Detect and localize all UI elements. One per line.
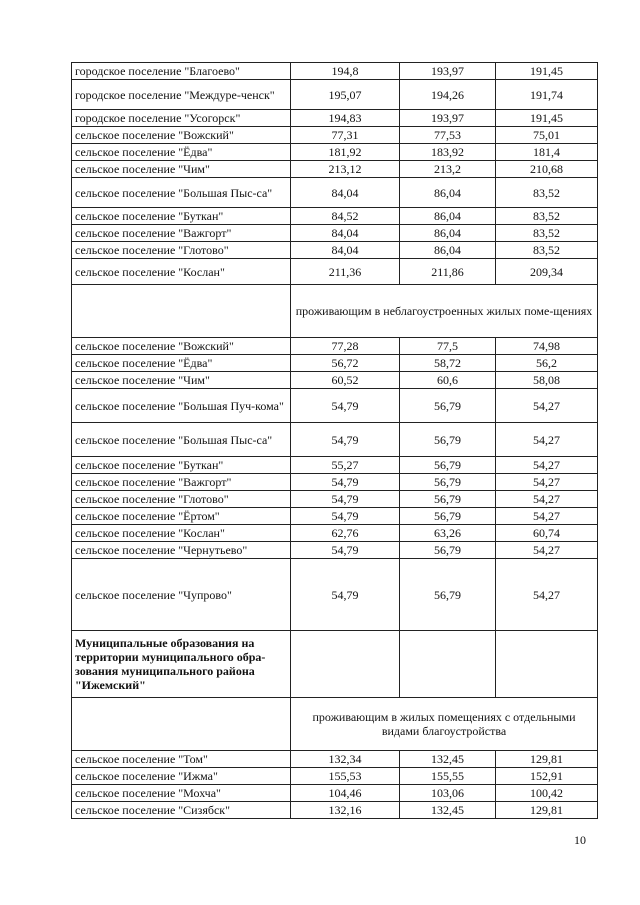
settlement-name: сельское поселение "Ёртом" bbox=[72, 508, 291, 525]
value-cell: 191,74 bbox=[496, 80, 598, 110]
value-cell: 54,27 bbox=[496, 542, 598, 559]
settlement-name: сельское поселение "Ижма" bbox=[72, 768, 291, 785]
value-cell: 56,79 bbox=[400, 474, 496, 491]
value-cell: 84,52 bbox=[291, 208, 400, 225]
value-cell: 54,79 bbox=[291, 423, 400, 457]
settlement-name: сельское поселение "Вожский" bbox=[72, 127, 291, 144]
value-cell: 152,91 bbox=[496, 768, 598, 785]
value-cell: 132,45 bbox=[400, 751, 496, 768]
settlement-name: городское поселение "Междуре-ченск" bbox=[72, 80, 291, 110]
tariff-table bbox=[71, 62, 598, 819]
table-row bbox=[72, 110, 598, 127]
subheader-text: проживающим в неблагоустроенных жилых поме-щениях bbox=[291, 285, 598, 338]
value-cell: 56,72 bbox=[291, 355, 400, 372]
table-row bbox=[72, 178, 598, 208]
value-cell: 77,5 bbox=[400, 338, 496, 355]
empty-cell bbox=[72, 698, 291, 751]
value-cell: 75,01 bbox=[496, 127, 598, 144]
value-cell: 83,52 bbox=[496, 225, 598, 242]
value-cell: 83,52 bbox=[496, 242, 598, 259]
settlement-name: сельское поселение "Кослан" bbox=[72, 259, 291, 285]
settlement-name: сельское поселение "Сизябск" bbox=[72, 802, 291, 819]
settlement-name: сельское поселение "Чим" bbox=[72, 372, 291, 389]
settlement-name: сельское поселение "Том" bbox=[72, 751, 291, 768]
value-cell: 56,79 bbox=[400, 457, 496, 474]
value-cell: 211,36 bbox=[291, 259, 400, 285]
value-cell: 211,86 bbox=[400, 259, 496, 285]
value-cell: 54,79 bbox=[291, 491, 400, 508]
value-cell: 54,79 bbox=[291, 474, 400, 491]
value-cell: 86,04 bbox=[400, 208, 496, 225]
settlement-name: сельское поселение "Большая Пыс-са" bbox=[72, 178, 291, 208]
value-cell: 56,79 bbox=[400, 491, 496, 508]
value-cell: 56,79 bbox=[400, 423, 496, 457]
value-cell: 84,04 bbox=[291, 242, 400, 259]
section-heading-row bbox=[72, 631, 598, 698]
value-cell: 86,04 bbox=[400, 178, 496, 208]
table-row bbox=[72, 508, 598, 525]
value-cell: 54,27 bbox=[496, 423, 598, 457]
value-cell: 56,79 bbox=[400, 508, 496, 525]
value-cell: 181,4 bbox=[496, 144, 598, 161]
table-row bbox=[72, 802, 598, 819]
value-cell: 54,27 bbox=[496, 474, 598, 491]
value-cell: 54,27 bbox=[496, 491, 598, 508]
settlement-name: сельское поселение "Важгорт" bbox=[72, 474, 291, 491]
settlement-name: сельское поселение "Чим" bbox=[72, 161, 291, 178]
table-row bbox=[72, 474, 598, 491]
value-cell: 56,2 bbox=[496, 355, 598, 372]
value-cell: 56,79 bbox=[400, 542, 496, 559]
value-cell: 86,04 bbox=[400, 225, 496, 242]
value-cell: 56,79 bbox=[400, 389, 496, 423]
settlement-name: сельское поселение "Глотово" bbox=[72, 491, 291, 508]
empty-cell bbox=[291, 631, 400, 698]
table-row bbox=[72, 144, 598, 161]
table-row bbox=[72, 161, 598, 178]
value-cell: 54,79 bbox=[291, 542, 400, 559]
settlement-name: городское поселение "Благоево" bbox=[72, 63, 291, 80]
value-cell: 77,31 bbox=[291, 127, 400, 144]
value-cell: 181,92 bbox=[291, 144, 400, 161]
value-cell: 55,27 bbox=[291, 457, 400, 474]
value-cell: 54,79 bbox=[291, 559, 400, 631]
value-cell: 60,52 bbox=[291, 372, 400, 389]
value-cell: 213,2 bbox=[400, 161, 496, 178]
table-row bbox=[72, 457, 598, 474]
value-cell: 58,08 bbox=[496, 372, 598, 389]
table-row bbox=[72, 491, 598, 508]
value-cell: 195,07 bbox=[291, 80, 400, 110]
value-cell: 183,92 bbox=[400, 144, 496, 161]
table-row bbox=[72, 559, 598, 631]
empty-cell bbox=[400, 631, 496, 698]
value-cell: 63,26 bbox=[400, 525, 496, 542]
settlement-name: городское поселение "Усогорск" bbox=[72, 110, 291, 127]
value-cell: 77,28 bbox=[291, 338, 400, 355]
settlement-name: сельское поселение "Глотово" bbox=[72, 242, 291, 259]
value-cell: 54,79 bbox=[291, 508, 400, 525]
subheader-row bbox=[72, 285, 598, 338]
settlement-name: сельское поселение "Мохча" bbox=[72, 785, 291, 802]
value-cell: 100,42 bbox=[496, 785, 598, 802]
value-cell: 84,04 bbox=[291, 178, 400, 208]
settlement-name: сельское поселение "Ёдва" bbox=[72, 144, 291, 161]
section-heading: Муниципальные образования на территории муниципального обра-зования муниципального района "Ижемский" bbox=[72, 631, 291, 698]
value-cell: 86,04 bbox=[400, 242, 496, 259]
value-cell: 54,27 bbox=[496, 457, 598, 474]
value-cell: 213,12 bbox=[291, 161, 400, 178]
table-row bbox=[72, 225, 598, 242]
settlement-name: сельское поселение "Ёдва" bbox=[72, 355, 291, 372]
table-row bbox=[72, 768, 598, 785]
table-row bbox=[72, 355, 598, 372]
empty-cell bbox=[496, 631, 598, 698]
value-cell: 210,68 bbox=[496, 161, 598, 178]
settlement-name: сельское поселение "Буткан" bbox=[72, 457, 291, 474]
value-cell: 129,81 bbox=[496, 802, 598, 819]
value-cell: 83,52 bbox=[496, 178, 598, 208]
value-cell: 191,45 bbox=[496, 110, 598, 127]
settlement-name: сельское поселение "Буткан" bbox=[72, 208, 291, 225]
table-row bbox=[72, 751, 598, 768]
settlement-name: сельское поселение "Большая Пыс-са" bbox=[72, 423, 291, 457]
value-cell: 194,8 bbox=[291, 63, 400, 80]
value-cell: 84,04 bbox=[291, 225, 400, 242]
value-cell: 209,34 bbox=[496, 259, 598, 285]
value-cell: 193,97 bbox=[400, 110, 496, 127]
table-row bbox=[72, 389, 598, 423]
value-cell: 191,45 bbox=[496, 63, 598, 80]
table-row bbox=[72, 525, 598, 542]
value-cell: 104,46 bbox=[291, 785, 400, 802]
value-cell: 194,83 bbox=[291, 110, 400, 127]
value-cell: 58,72 bbox=[400, 355, 496, 372]
settlement-name: сельское поселение "Чернутьево" bbox=[72, 542, 291, 559]
empty-cell bbox=[72, 285, 291, 338]
table-row bbox=[72, 242, 598, 259]
value-cell: 77,53 bbox=[400, 127, 496, 144]
value-cell: 155,55 bbox=[400, 768, 496, 785]
subheader-row bbox=[72, 698, 598, 751]
table-row bbox=[72, 542, 598, 559]
value-cell: 155,53 bbox=[291, 768, 400, 785]
table-row bbox=[72, 338, 598, 355]
table-row bbox=[72, 372, 598, 389]
subheader-text: проживающим в жилых помещениях с отдельными видами благоустройства bbox=[291, 698, 598, 751]
value-cell: 54,79 bbox=[291, 389, 400, 423]
table-row bbox=[72, 63, 598, 80]
settlement-name: сельское поселение "Вожский" bbox=[72, 338, 291, 355]
settlement-name: сельское поселение "Кослан" bbox=[72, 525, 291, 542]
table-row bbox=[72, 80, 598, 110]
settlement-name: сельское поселение "Важгорт" bbox=[72, 225, 291, 242]
value-cell: 54,27 bbox=[496, 389, 598, 423]
settlement-name: сельское поселение "Большая Пуч-кома" bbox=[72, 389, 291, 423]
value-cell: 103,06 bbox=[400, 785, 496, 802]
value-cell: 129,81 bbox=[496, 751, 598, 768]
value-cell: 132,16 bbox=[291, 802, 400, 819]
value-cell: 83,52 bbox=[496, 208, 598, 225]
settlement-name: сельское поселение "Чупрово" bbox=[72, 559, 291, 631]
value-cell: 132,45 bbox=[400, 802, 496, 819]
page-number: 10 bbox=[574, 833, 586, 847]
value-cell: 56,79 bbox=[400, 559, 496, 631]
value-cell: 132,34 bbox=[291, 751, 400, 768]
table-row bbox=[72, 423, 598, 457]
value-cell: 54,27 bbox=[496, 559, 598, 631]
value-cell: 193,97 bbox=[400, 63, 496, 80]
table-row bbox=[72, 127, 598, 144]
value-cell: 74,98 bbox=[496, 338, 598, 355]
table-row bbox=[72, 208, 598, 225]
table-row bbox=[72, 785, 598, 802]
value-cell: 60,6 bbox=[400, 372, 496, 389]
value-cell: 60,74 bbox=[496, 525, 598, 542]
table-row bbox=[72, 259, 598, 285]
value-cell: 194,26 bbox=[400, 80, 496, 110]
value-cell: 54,27 bbox=[496, 508, 598, 525]
value-cell: 62,76 bbox=[291, 525, 400, 542]
